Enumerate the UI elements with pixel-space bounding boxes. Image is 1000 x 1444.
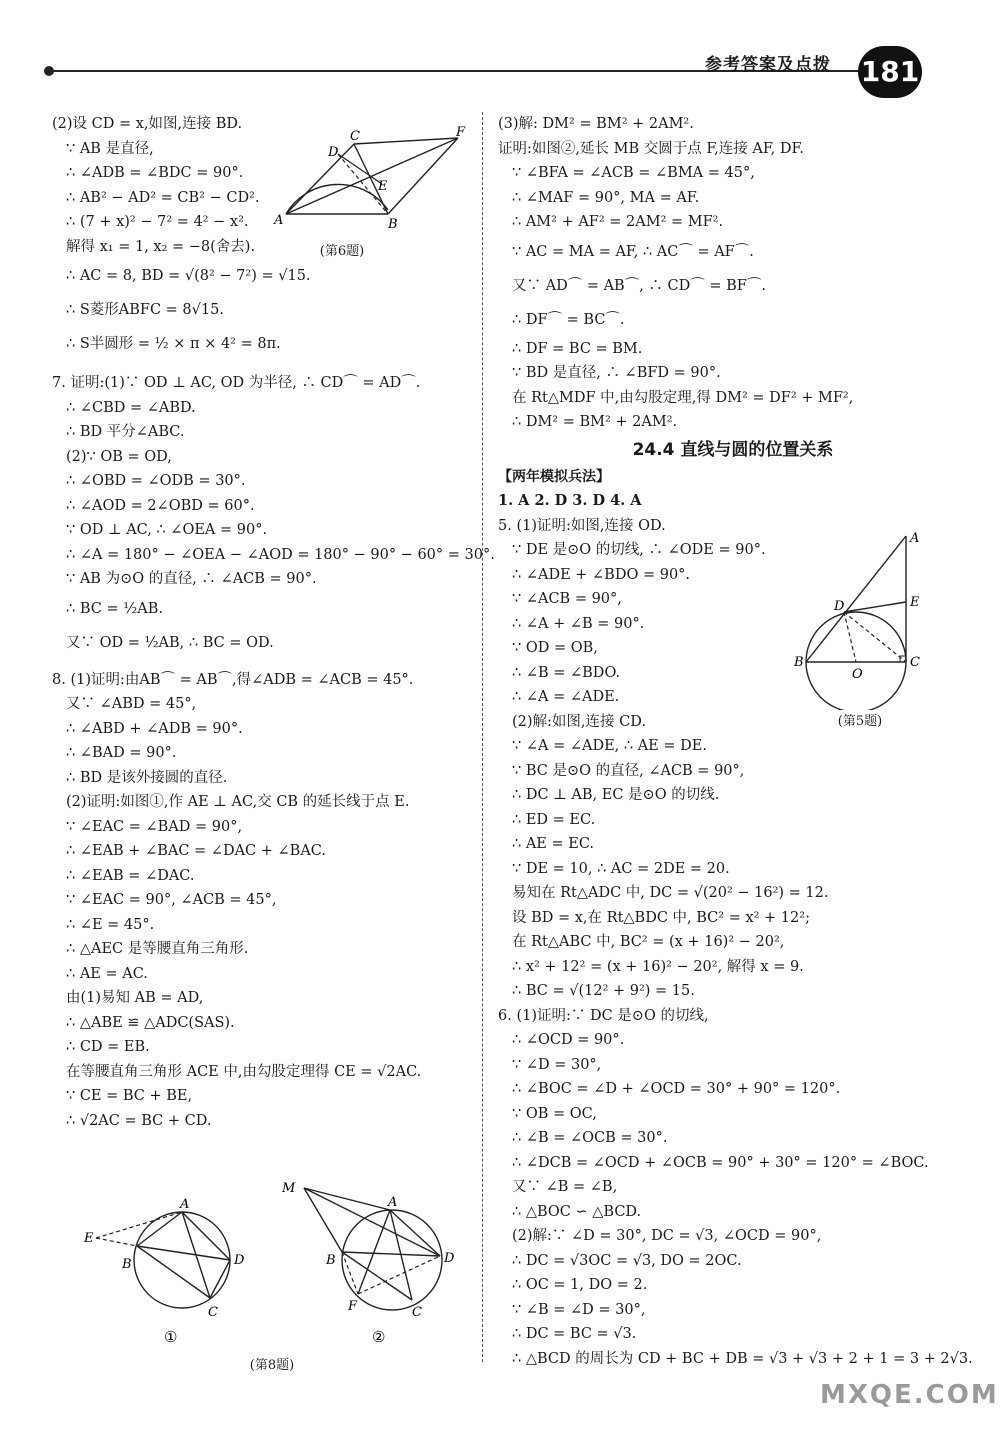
text-line: ∴ ∠EAB + ∠BAC = ∠DAC + ∠BAC. [66, 843, 326, 859]
fig8-label: E [84, 1231, 94, 1246]
text-line: ∴ AE = EC. [512, 836, 595, 852]
text-line: ∴ ∠A = 180° − ∠OEA − ∠AOD = 180° − 90° − 60° = 30°. [66, 546, 495, 563]
text-line: 解得 x₁ = 1, x₂ = −8(舍去). [66, 238, 256, 255]
text-line: ∵ OB = OC, [512, 1105, 597, 1122]
text-line: 又∵ AD⌒ = AB⌒, ∴ CD⌒ = BF⌒. [512, 277, 766, 294]
right-column [498, 112, 973, 1371]
text-line: ∴ DM² = BM² + 2AM². [512, 414, 678, 430]
text-line: ∴ ∠ABD + ∠ADB = 90°. [66, 720, 243, 737]
text-line: ∵ AB 是直径, [66, 140, 154, 157]
text-line: ∴ ∠E = 45°. [66, 916, 155, 933]
text-line: ∵ ∠BFA = ∠ACB = ∠BMA = 45°, [512, 165, 755, 181]
text-line: ∴ ED = EC. [512, 811, 596, 828]
text-line: ∴ ∠A = ∠ADE. [512, 689, 620, 705]
text-line: ∴ ∠OCD = 90°. [512, 1032, 625, 1048]
column-divider [482, 112, 483, 1362]
fig6-label: E [378, 179, 388, 194]
text-line: 又∵ OD = ½AB, ∴ BC = OD. [66, 634, 274, 651]
fig6-label: C [350, 129, 360, 144]
text-line: ∴ BC = ½AB. [66, 600, 164, 617]
fig8-label: B [326, 1253, 336, 1268]
text-line: ∴ ∠ADE + ∠BDO = 90°. [512, 566, 691, 583]
text-line: ∵ AB 为⊙O 的直径, ∴ ∠ACB = 90°. [66, 571, 317, 587]
text-line: (2)∵ OB = OD, [66, 448, 172, 465]
text-line: ∴ DF = BC = BM. [512, 340, 643, 357]
text-line: ∴ ∠AOD = 2∠OBD = 60°. [66, 497, 255, 514]
page-number: 181 [858, 46, 922, 98]
figure-5 [790, 530, 930, 729]
text-line: ∵ BD 是直径, ∴ ∠BFD = 90°. [512, 365, 721, 381]
text-line: ∴ OC = 1, DO = 2. [512, 1277, 648, 1293]
text-line: 由(1)易知 AB = AD, [66, 990, 204, 1006]
text-line: 又∵ ∠B = ∠B, [512, 1179, 618, 1195]
text-line: 7. 证明:(1)∵ OD ⊥ AC, OD 为半径, ∴ CD⌒ = AD⌒. [52, 375, 421, 391]
text-line: 在 Rt△ABC 中, BC² = (x + 16)² − 20², [512, 934, 785, 950]
fig8-sub2: ② [372, 1328, 386, 1346]
section-title: 24.4 直线与圆的位置关系 [632, 439, 834, 460]
figure-6 [272, 124, 472, 259]
text-line: ∴ △BOC ∽ △BCD. [512, 1203, 642, 1220]
text-line: ∵ BC 是⊙O 的直径, ∠ACB = 90°, [512, 762, 745, 779]
text-line: ∵ ∠EAC = ∠BAD = 90°, [66, 818, 243, 835]
watermark-text: MXQE.COM [820, 1380, 999, 1410]
text-line: ∴ ∠B = ∠OCB = 30°. [512, 1130, 668, 1146]
text-line: ∴ BC = √(12² + 9²) = 15. [512, 983, 695, 999]
text-line: ∴ ∠MAF = 90°, MA = AF. [512, 189, 700, 206]
text-line: ∴ ∠B = ∠BDO. [512, 664, 621, 681]
text-line: ∴ AC = 8, BD = √(8² − 7²) = √15. [66, 268, 311, 284]
text-line: 证明:如图②,延长 MB 交圆于点 F,连接 AF, DF. [498, 140, 804, 157]
figure-5-caption: (第5题) [837, 714, 883, 729]
text-line: ∴ AB² − AD² = CB² − CD². [66, 189, 260, 206]
text-line: ∵ DE = 10, ∴ AC = 2DE = 20. [512, 860, 730, 877]
fig5-label: E [910, 595, 920, 610]
fig8-label: C [412, 1305, 422, 1320]
fig8-label: M [282, 1181, 296, 1196]
fig6-label: F [456, 125, 466, 140]
figure-6-diagram [272, 124, 472, 240]
text-line: 设 BD = x,在 Rt△BDC 中, BC² = x² + 12²; [512, 909, 810, 926]
text-line: ∵ ∠ACB = 90°, [512, 591, 622, 607]
text-line: ∴ ∠ADB = ∠BDC = 90°. [66, 165, 244, 181]
text-line: ∴ ∠CBD = ∠ABD. [66, 399, 196, 416]
text-line: ∵ ∠B = ∠D = 30°, [512, 1301, 646, 1318]
figure-8-caption: (第8题) [249, 1358, 295, 1373]
fig6-label: D [328, 145, 339, 160]
text-line: ∴ △AEC 是等腰直角三角形. [66, 941, 249, 957]
fig6-label: A [274, 213, 284, 228]
fig5-label: D [834, 599, 845, 614]
left-column [52, 112, 495, 1133]
text-line: ∴ △ABE ≌ △ADC(SAS). [66, 1014, 235, 1031]
text-line: 5. (1)证明:如图,连接 OD. [498, 517, 666, 534]
text-line: ∴ DC = √3OC = √3, DO = 2OC. [512, 1252, 742, 1269]
text-line: ∴ AM² + AF² = 2AM² = MF². [512, 214, 724, 230]
text-line: ∴ △BCD 的周长为 CD + BC + DB = √3 + √3 + 2 + 1 = 3 + 2√3. [512, 1350, 973, 1367]
text-line: 易知在 Rt△ADC 中, DC = √(20² − 16²) = 12. [512, 885, 829, 901]
text-line: ∵ DE 是⊙O 的切线, ∴ ∠ODE = 90°. [512, 542, 766, 558]
text-line: ∵ AC = MA = AF, ∴ AC⌒ = AF⌒. [512, 243, 754, 260]
text-line: (2)证明:如图①,作 AE ⊥ AC,交 CB 的延长线于点 E. [66, 794, 410, 810]
text-line: ∴ CD = EB. [66, 1039, 150, 1055]
figure-8-diagram [82, 1176, 462, 1356]
fig8-label: F [348, 1299, 358, 1314]
text-line: ∴ (7 + x)² − 7² = 4² − x². [66, 214, 249, 230]
section-tag: 【两年模拟兵法】 [498, 468, 610, 485]
text-line: ∵ OD = OB, [512, 640, 598, 656]
fig8-label: C [208, 1305, 218, 1320]
text-line: (3)解: DM² = BM² + 2AM². [498, 116, 694, 132]
fig8-label: A [180, 1197, 190, 1212]
text-line: ∴ DC = BC = √3. [512, 1326, 637, 1342]
fig5-label: C [910, 655, 920, 670]
fig8-label: B [122, 1257, 132, 1272]
text-line: ∵ OD ⊥ AC, ∴ ∠OEA = 90°. [66, 522, 268, 538]
text-line: 8. (1)证明:由AB⌒ = AB⌒,得∠ADB = ∠ACB = 45°. [52, 671, 414, 688]
text-line: (2)设 CD = x,如图,连接 BD. [52, 116, 243, 132]
text-line: ∵ ∠EAC = 90°, ∠ACB = 45°, [66, 892, 277, 908]
text-line: ∴ BD 平分∠ABC. [66, 424, 185, 440]
text-line: (2)解:如图,连接 CD. [512, 713, 646, 730]
text-line: ∴ ∠EAB = ∠DAC. [66, 867, 195, 884]
text-line: 又∵ ∠ABD = 45°, [66, 696, 197, 712]
text-line: 1. A 2. D 3. D 4. A [498, 492, 642, 509]
text-line: 在等腰直角三角形 ACE 中,由勾股定理得 CE = √2AC. [66, 1063, 422, 1080]
text-line: ∵ ∠A = ∠ADE, ∴ AE = DE. [512, 738, 707, 754]
text-line: ∵ ∠D = 30°, [512, 1056, 602, 1073]
text-line: ∴ ∠DCB = ∠OCD + ∠OCB = 90° + 30° = 120° = ∠BOC. [512, 1154, 929, 1171]
text-line: ∴ S菱形ABFC = 8√15. [66, 302, 224, 318]
text-line: ∴ ∠OBD = ∠ODB = 30°. [66, 473, 246, 489]
fig6-label: B [388, 217, 398, 232]
page-header [0, 0, 1000, 110]
fig5-label: B [794, 655, 804, 670]
text-line: ∴ x² + 12² = (x + 16)² − 20², 解得 x = 9. [512, 958, 804, 975]
fig5-label: A [910, 531, 920, 546]
text-line: ∴ AE = AC. [66, 965, 148, 982]
text-line: ∴ DC ⊥ AB, EC 是⊙O 的切线. [512, 787, 720, 803]
fig8-label: A [388, 1195, 398, 1210]
figure-8 [82, 1176, 462, 1373]
fig5-label: O [852, 667, 863, 682]
text-line: (2)解:∵ ∠D = 30°, DC = √3, ∠OCD = 90°, [512, 1228, 822, 1244]
header-title: 参考答案及点拨 [705, 55, 831, 75]
text-line: ∴ ∠BOC = ∠D + ∠OCD = 30° + 90° = 120°. [512, 1081, 841, 1097]
text-line: ∴ ∠BAD = 90°. [66, 745, 177, 761]
text-line: ∴ DF⌒ = BC⌒. [512, 311, 625, 328]
figure-5-diagram [790, 530, 930, 710]
text-line: ∴ BD 是该外接圆的直径. [66, 769, 228, 786]
text-line: 6. (1)证明:∵ DC 是⊙O 的切线, [498, 1007, 709, 1024]
text-line: ∴ √2AC = BC + CD. [66, 1112, 212, 1129]
fig8-label: D [234, 1253, 245, 1268]
figure-6-caption: (第6题) [319, 244, 365, 259]
fig8-label: D [444, 1251, 455, 1266]
fig8-sub1: ① [164, 1328, 178, 1346]
text-line: ∴ S半圆形 = ½ × π × 4² = 8π. [66, 336, 281, 352]
text-line: 在 Rt△MDF 中,由勾股定理,得 DM² = DF² + MF², [512, 389, 854, 406]
text-line: ∴ ∠A + ∠B = 90°. [512, 615, 645, 632]
text-line: ∵ CE = BC + BE, [66, 1088, 193, 1104]
